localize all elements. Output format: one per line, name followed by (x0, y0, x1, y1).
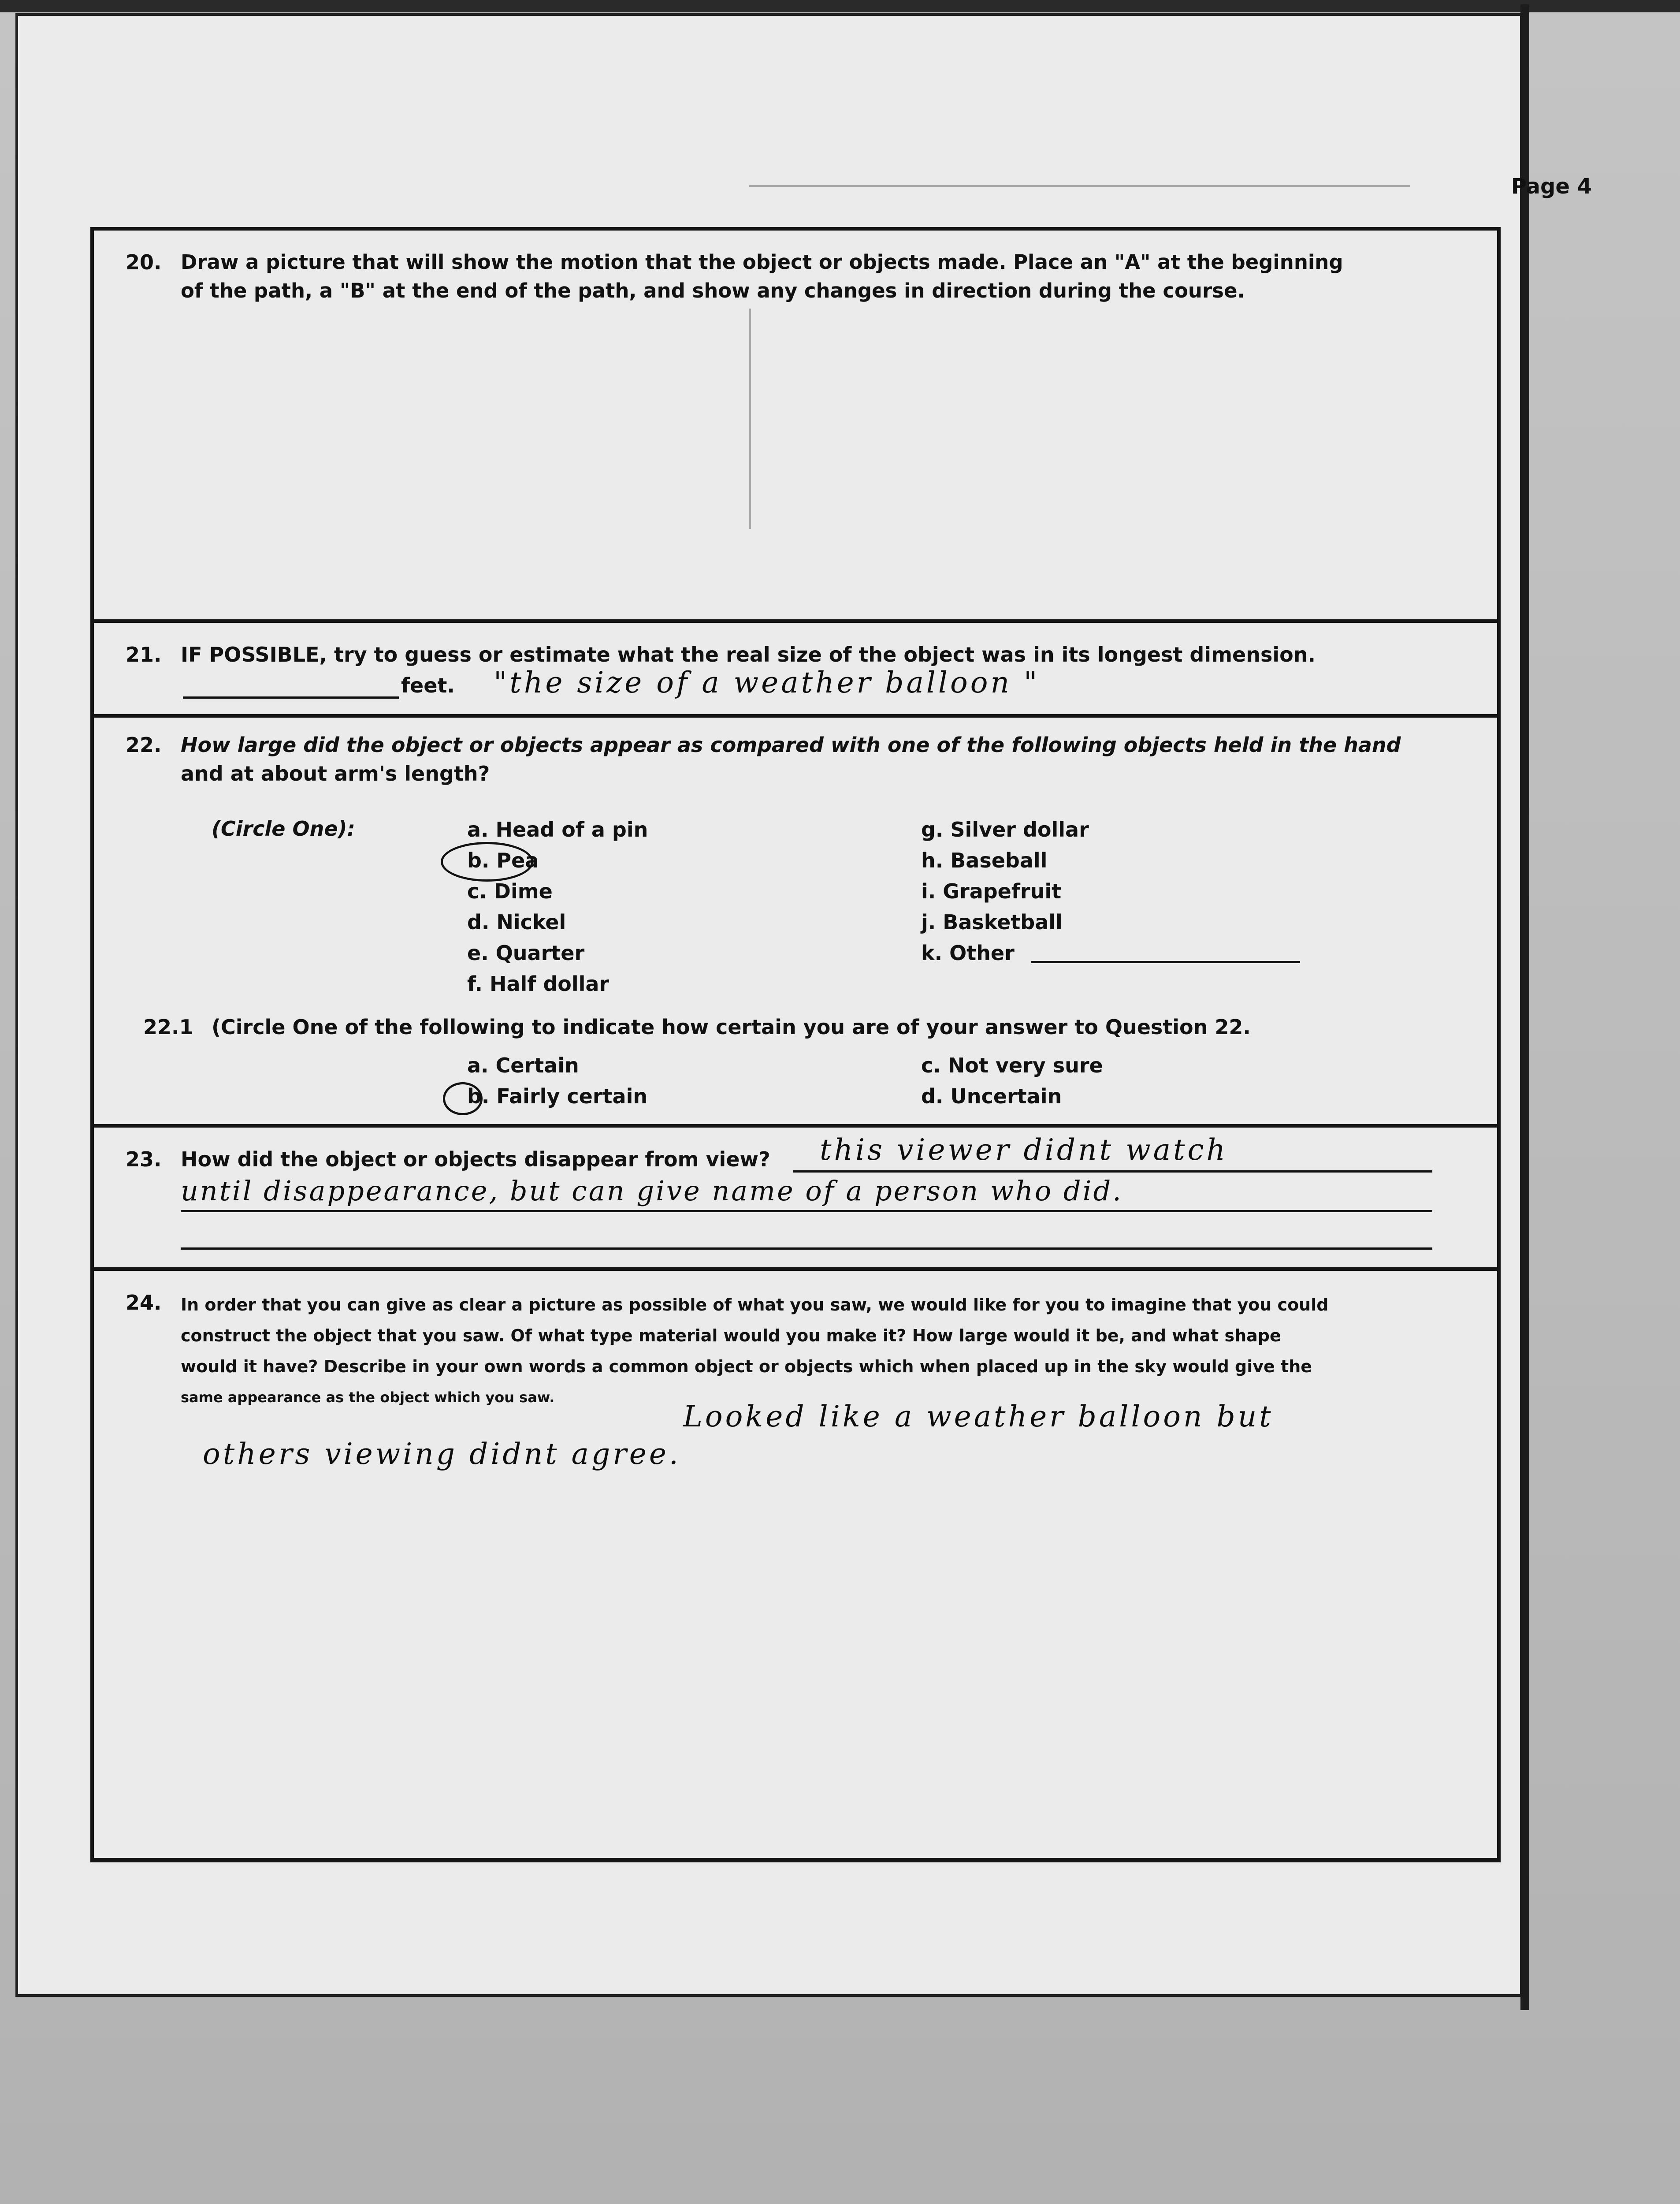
q22-circle-label: (Circle One): (212, 817, 355, 841)
q22-option-h[interactable]: h. Baseball (921, 849, 1048, 872)
q21-text: IF POSSIBLE, try to guess or estimate what the real size of the object was in its longest dimension. (181, 643, 1316, 666)
q22-option-a[interactable]: a. Head of a pin (467, 818, 648, 841)
divider-23-24 (90, 1267, 1501, 1271)
q22-option-b[interactable]: b. Pea (467, 849, 539, 872)
scan-top-edge (0, 0, 1680, 12)
q22-1-option-c[interactable]: c. Not very sure (921, 1054, 1103, 1077)
q20-text-line1: Draw a picture that will show the motion that the object or objects made. Place an "A" at the beginning (181, 250, 1343, 274)
q23-blank-3[interactable] (181, 1247, 1432, 1250)
q23-answer-line1: this viewer didnt watch (820, 1133, 1228, 1167)
scan-right-edge (1520, 4, 1529, 2010)
q20-drawing-area[interactable] (101, 317, 1490, 613)
q20-number: 20. (126, 250, 162, 274)
page-number: Page 4 (1511, 174, 1592, 199)
q22-1-selected-circle (443, 1082, 483, 1115)
q20-text-line2: of the path, a "B" at the end of the path, and show any changes in direction during the course. (181, 279, 1245, 302)
q22-text-line2: and at about arm's length? (181, 762, 490, 786)
q22-option-e[interactable]: e. Quarter (467, 941, 585, 965)
q21-number: 21. (126, 643, 162, 666)
q22-text-line1: How large did the object or objects appear as compared with one of the following objects held in the hand (181, 733, 1401, 757)
q24-answer-line1: Looked like a weather balloon but (683, 1400, 1274, 1433)
q22-1-number: 22.1 (143, 1015, 193, 1039)
q24-answer-line2: others viewing didnt agree. (203, 1437, 681, 1471)
q24-text-line1: In order that you can give as clear a picture as possible of what you saw, we would like for you to imagine that you could (181, 1295, 1329, 1314)
q22-1-option-b[interactable]: b. Fairly certain (467, 1084, 648, 1108)
q21-feet-blank[interactable] (183, 696, 399, 699)
q22-option-f[interactable]: f. Half dollar (467, 972, 610, 996)
divider-20-21 (90, 619, 1501, 623)
bleed-mark (749, 185, 1410, 187)
q23-number: 23. (126, 1147, 162, 1171)
q21-answer: "the size of a weather balloon " (494, 666, 1040, 700)
q23-answer-line2: until disappearance, but can give name of a person who did. (181, 1175, 1123, 1207)
q22-option-j[interactable]: j. Basketball (921, 910, 1063, 934)
q23-text: How did the object or objects disappear from view? (181, 1147, 770, 1171)
divider-top (90, 227, 1501, 231)
q22-number: 22. (126, 733, 162, 757)
q24-answer-area[interactable] (101, 1477, 1490, 1851)
q22-selected-circle (441, 842, 533, 882)
divider-bottom (90, 1858, 1501, 1862)
divider-22-23 (90, 1124, 1501, 1128)
q22-option-d[interactable]: d. Nickel (467, 910, 566, 934)
q24-number: 24. (126, 1291, 162, 1314)
divider-21-22 (90, 714, 1501, 718)
q23-blank-1[interactable] (793, 1170, 1432, 1173)
q22-other-blank[interactable] (1031, 961, 1300, 963)
q24-text-line4: same appearance as the object which you saw. (181, 1389, 555, 1406)
q21-unit: feet. (401, 674, 455, 697)
q22-1-text: (Circle One of the following to indicate how certain you are of your answer to Question 22. (212, 1015, 1251, 1039)
q24-text-line3: would it have? Describe in your own words a common object or objects which when placed up in the sky would give the (181, 1357, 1312, 1376)
q24-text-line2: construct the object that you saw. Of what type material would you make it? How large would it be, and what shape (181, 1326, 1281, 1345)
q22-option-k[interactable]: k. Other (921, 941, 1015, 965)
q22-option-c[interactable]: c. Dime (467, 879, 553, 903)
q22-option-g[interactable]: g. Silver dollar (921, 818, 1089, 841)
q22-option-i[interactable]: i. Grapefruit (921, 879, 1062, 903)
q22-1-option-a[interactable]: a. Certain (467, 1054, 579, 1077)
q23-blank-2[interactable] (181, 1210, 1432, 1212)
q22-1-option-d[interactable]: d. Uncertain (921, 1084, 1062, 1108)
